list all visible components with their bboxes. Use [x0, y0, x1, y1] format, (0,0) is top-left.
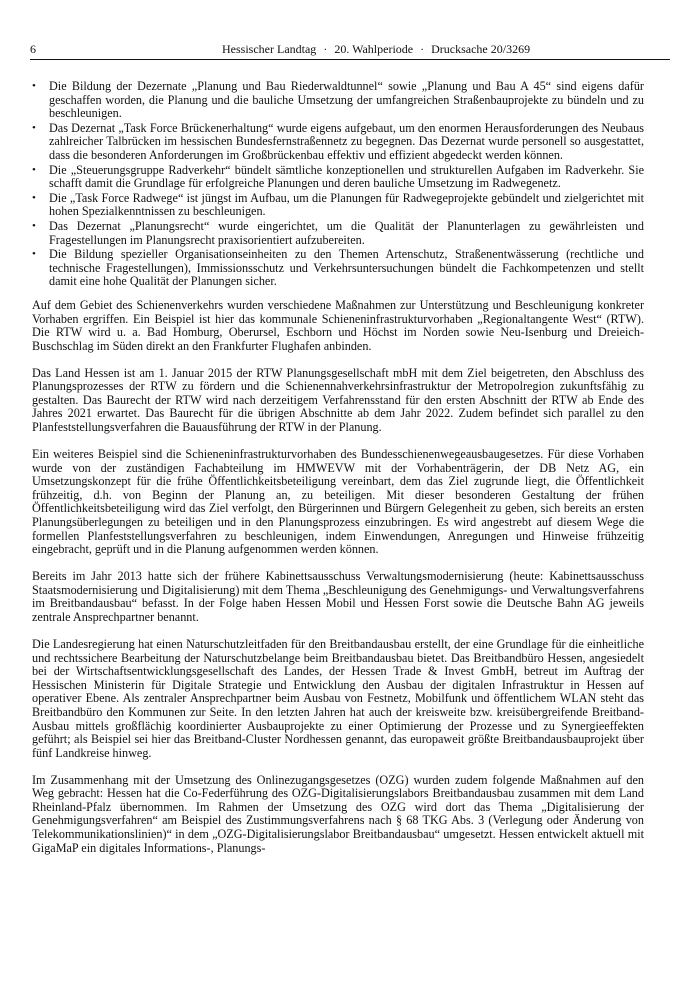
paragraph-schienenverkehr: Auf dem Gebiet des Schienenverkehrs wurden verschiedene Maßnahmen zur Unterstützung und Beschleunigung konkreter Vorhaben ergriffen. Ein Beispiel ist hier das kommunale Schieneninfrastrukturvorhaben „Regionaltangente West“ (RTW). Die RTW wird u. a. Bad Homburg, Oberursel, Eschborn und Höchst im Norden sowie Neu-Isenburg und Dreieich-Buschschlag im Süden direkt an den Frankfurter Flughafen anbinden.	[32, 297, 644, 353]
bullet-icon: •	[32, 191, 36, 204]
header-separator: ·	[420, 42, 425, 56]
bullet-icon: •	[32, 163, 36, 176]
page-body	[32, 80, 644, 869]
paragraph-ozg: Im Zusammenhang mit der Umsetzung des Onlinezugangsgesetzes (OZG) wurden zudem folgende Maßnahmen auf den Weg gebracht: Hessen hat die Co-Federführung des OZG-Digitalisierungslabors Breitbandausbau zusammen mit dem Land Rheinland-Pfalz übernommen. Im Rahmen der Umsetzung des OZG wird dort das Thema „Digitalisierung der Genehmigungsverfahren“ am Beispiel des Zustimmungsverfahrens nach § 68 TKG Abs. 3 (Verlegung oder Änderung von Telekommunikationslinien)“ in dem „OZG-Digitalisierungslabor Breitbandausbau“ umgesetzt. Hessen entwickelt aktuell mit GigaMaP ein digitales Informations-, Planungs-	[32, 772, 644, 855]
bullet-list	[32, 80, 644, 289]
paragraph-breitbandausbau: Die Landesregierung hat einen Naturschutzleitfaden für den Breitbandausbau erstellt, der eine Grundlage für die einheitliche und rechtssichere Bearbeitung der Naturschutzbelange beim Breitbandausbau bietet. Das Breitbandbüro Hessen, angesiedelt bei der Wirtschaftsentwicklungsgesellschaft des Landes, der Hessen Trade & Invest GmbH, betreut im Auftrag der Hessischen Ministerin für Digitale Strategie und Entwicklung den Ausbau der digitalen Infrastruktur in Hessen auf operativer Ebene. Als zentraler Ansprechpartner beim Ausbau von Festnetz, Mobilfunk und öffentlichem WLAN steht das Breitbandbüro den Kommunen zur Seite. In den letzten Jahren hat auch der kreisweite bzw. kreisübergreifende Breitband-Ausbau mittels großflächig koordinierter Ausbauprojekte zu einer Optimierung der Prozesse und zu Synergieeffekten geführt; als Beispiel sei hier das Breitband-Cluster Nordhessen genannt, das europaweit größte Breitbandausbauprojekt über fünf Landkreise hinweg.	[32, 636, 644, 760]
bullet-text: Die „Steuerungsgruppe Radverkehr“ bündelt sämtliche konzeptionellen und strukturellen Aufgaben im Radverkehr. Sie schafft damit die Grundlage für erfolgreiche Planungen und deren bauliche Umsetzung im Radwegenetz.	[49, 162, 644, 191]
bullet-text: Die Bildung spezieller Organisationseinheiten zu den Themen Artenschutz, Straßenentwässerung (rechtliche und technische Fragestellungen), Immissionsschutz und Verkehrsuntersuchungen bündelt die Fachkompetenzen und stellt damit eine hohe Qualität der Planungen sicher.	[49, 247, 644, 289]
publisher: Hessischer Landtag	[222, 42, 317, 56]
running-header	[222, 41, 530, 57]
bullet-text: Die Bildung der Dezernate „Planung und Bau Riederwaldtunnel“ sowie „Planung und Bau A 45“ sind eigens dafür geschaffen worden, die Planung und die bauliche Umsetzung der umfangreichen Straßenbauprojekte zu bündeln und zu beschleunigen.	[49, 79, 644, 121]
bullet-text: Das Dezernat „Task Force Brückenerhaltung“ wurde eigens aufgebaut, um den enormen Herausforderungen des Neubaus zahlreicher Talbrücken im hessischen Bundesfernstraßennetz zu begegnen. Das Dezernat wurde personell so ausgestattet, dass die besonderen Anforderungen im Großbrückenbau effektiv und effizient abgedeckt werden können.	[49, 120, 644, 162]
bullet-item	[32, 122, 644, 163]
paragraph-rtw-planungsgesellschaft: Das Land Hessen ist am 1. Januar 2015 der RTW Planungsgesellschaft mbH mit dem Ziel beigetreten, den Abschluss des Planungsprozesses der RTW zu fördern und die Schienennahverkehrsinfrastruktur der Metropolregion zukunftsfähig zu gestalten. Das Baurecht der RTW wird nach derzeitigem Verfahrensstand für den ersten Abschnitt der RTW ab Ende des Jahres 2021 erwartet. Das Baurecht für die übrigen Abschnitte ab dem Jahr 2022. Zudem befindet sich parallel zu den Planfeststellungsverfahren die Bauausführung der RTW in der Planung.	[32, 365, 644, 435]
bullet-item	[32, 192, 644, 219]
bullet-icon: •	[32, 219, 36, 232]
bullet-item	[32, 248, 644, 289]
bullet-item	[32, 80, 644, 121]
wahlperiode: 20. Wahlperiode	[334, 42, 414, 56]
bullet-item	[32, 220, 644, 247]
page-number: 6	[30, 42, 36, 56]
header-separator: ·	[323, 42, 328, 56]
paragraph-bundesschienenwege: Ein weiteres Beispiel sind die Schieneninfrastrukturvorhaben des Bundesschienenwegeausbaugesetzes. Für diese Vorhaben wurde von der zuständigen Fachabteilung im HMWEVW mit der Vorhabenträgerin, der DB Netz AG, ein Umsetzungskonzept für die frühe Öffentlichkeitsbeteiligung vereinbart, dem das Ziel zugrunde liegt, die Öffentlichkeit frühzeitig, d.h. von Beginn der Planung an, zu beteiligen. Mit dieser besonderen Gestaltung der frühen Öffentlichkeitsbeteiligung wird das Ziel verfolgt, den Bürgerinnen und Bürgern Gelegenheit zu geben, sich bereits an ersten Planungsüberlegungen zu beteiligen und in den Planungsprozess einzubringen. Es wird angestrebt auf diesem Wege die formellen Planfeststellungsverfahren zu beschleunigen, indem Einwendungen, Anregungen und Hinweise frühzeitig eingebracht, geprüft und in die Planung aufgenommen werden können.	[32, 447, 644, 557]
bullet-item	[32, 164, 644, 191]
bullet-text: Das Dezernat „Planungsrecht“ wurde eingerichtet, um die Qualität der Planunterlagen zu gewährleisten und Fragestellungen im Planungsrecht praxisorientiert aufzubereiten.	[49, 218, 644, 247]
bullet-text: Die „Task Force Radwege“ ist jüngst im Aufbau, um die Planungen für Radwegeprojekte gebündelt und zielgerichtet mit hohen Spezialkenntnissen zu beschleunigen.	[49, 190, 644, 219]
bullet-icon: •	[32, 248, 36, 261]
paragraph-kabinettsausschuss: Bereits im Jahr 2013 hatte sich der frühere Kabinettsausschuss Verwaltungsmodernisierung (heute: Kabinettsausschuss Staatsmodernisierung und Digitalisierung) mit dem Thema „Beschleunigung des Genehmigungs- und Verwaltungsverfahrens im Breitbandausbau“ befasst. In der Folge haben Hessen Mobil und Hessen Forst sowie die Deutsche Bahn AG jeweils zentrale Ansprechpartner benannt.	[32, 569, 644, 624]
page-header	[30, 39, 670, 60]
bullet-icon: •	[32, 80, 36, 92]
drucksache: Drucksache 20/3269	[431, 42, 531, 56]
bullet-icon: •	[32, 121, 36, 134]
